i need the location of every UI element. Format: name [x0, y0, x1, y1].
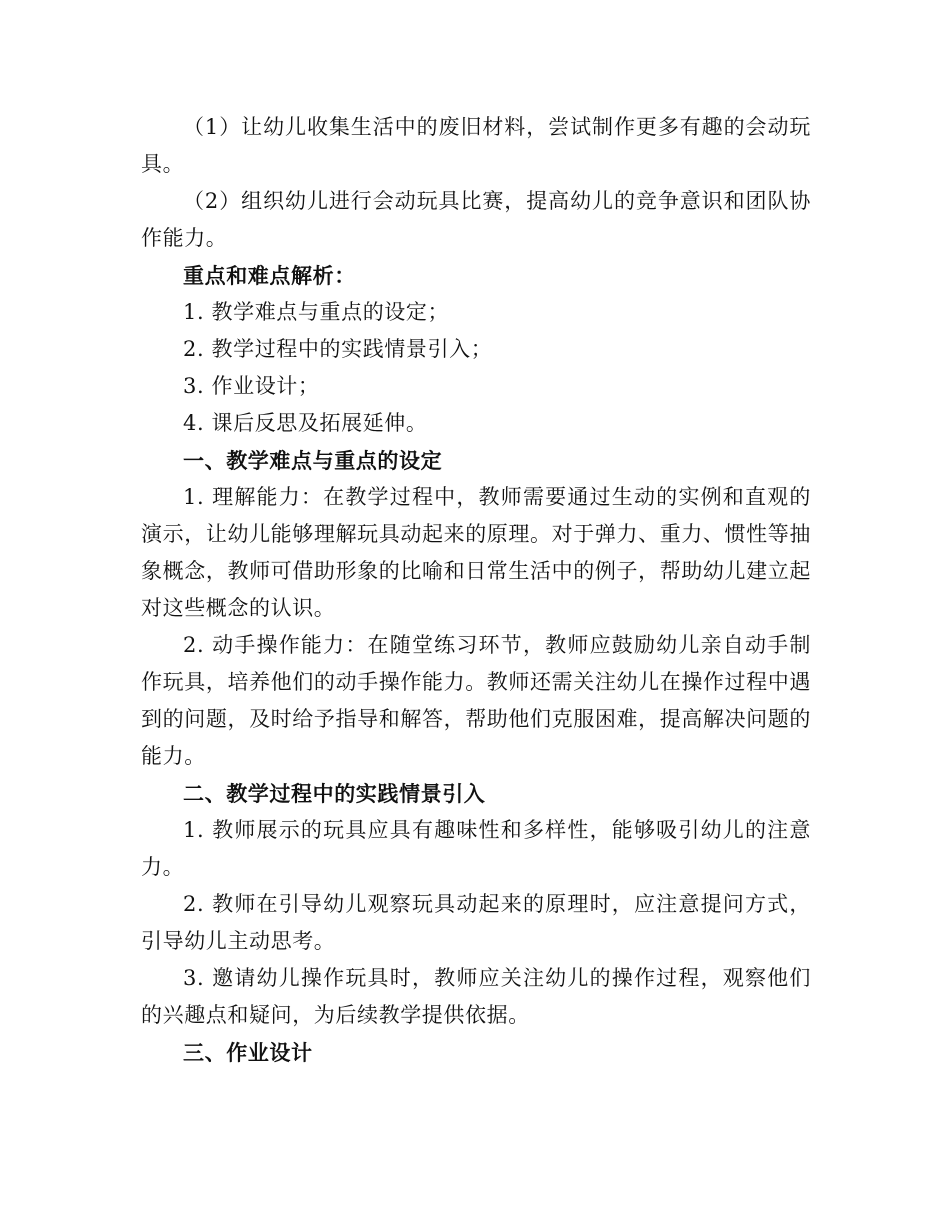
key-point-item: 1. 教学难点与重点的设定； — [183, 300, 450, 324]
section-2-heading: 二、教学过程中的实践情景引入 — [183, 781, 486, 806]
paragraph-toy-competition: （2）组织幼儿进行会动玩具比赛，提高幼儿的竞争意识和团队协作能力。 — [141, 189, 811, 250]
section-1-paragraph: 1. 理解能力：在教学过程中，教师需要通过生动的实例和直观的演示，让幼儿能够理解玩具动起来的原理。对于弹力、重力、惯性等抽象概念，教师可借助形象的比喻和日常生活中的例子，帮助幼儿建立起对这些概念的认识。 — [141, 485, 811, 620]
key-point-item: 4. 课后反思及拓展延伸。 — [183, 411, 428, 435]
section-2-paragraph: 1. 教师展示的玩具应具有趣味性和多样性，能够吸引幼儿的注意力。 — [141, 818, 811, 879]
paragraph-collect-materials: （1）让幼儿收集生活中的废旧材料，尝试制作更多有趣的会动玩具。 — [141, 115, 811, 176]
key-point-item: 3. 作业设计； — [183, 374, 320, 398]
key-point-item: 2. 教学过程中的实践情景引入； — [183, 337, 493, 361]
section-3-heading: 三、作业设计 — [183, 1040, 313, 1065]
key-points-heading: 重点和难点解析： — [183, 263, 356, 288]
document-body — [141, 109, 811, 1071]
section-2-paragraph: 3. 邀请幼儿操作玩具时，教师应关注幼儿的操作过程，观察他们的兴趣点和疑问，为后续教学提供依据。 — [141, 966, 811, 1027]
section-1-paragraph: 2. 动手操作能力：在随堂练习环节，教师应鼓励幼儿亲自动手制作玩具，培养他们的动手操作能力。教师还需关注幼儿在操作过程中遇到的问题，及时给予指导和解答，帮助他们克服困难，提高解决问题的能力。 — [141, 633, 811, 768]
section-1-heading: 一、教学难点与重点的设定 — [183, 448, 443, 473]
section-2-paragraph: 2. 教师在引导幼儿观察玩具动起来的原理时，应注意提问方式，引导幼儿主动思考。 — [141, 892, 811, 953]
